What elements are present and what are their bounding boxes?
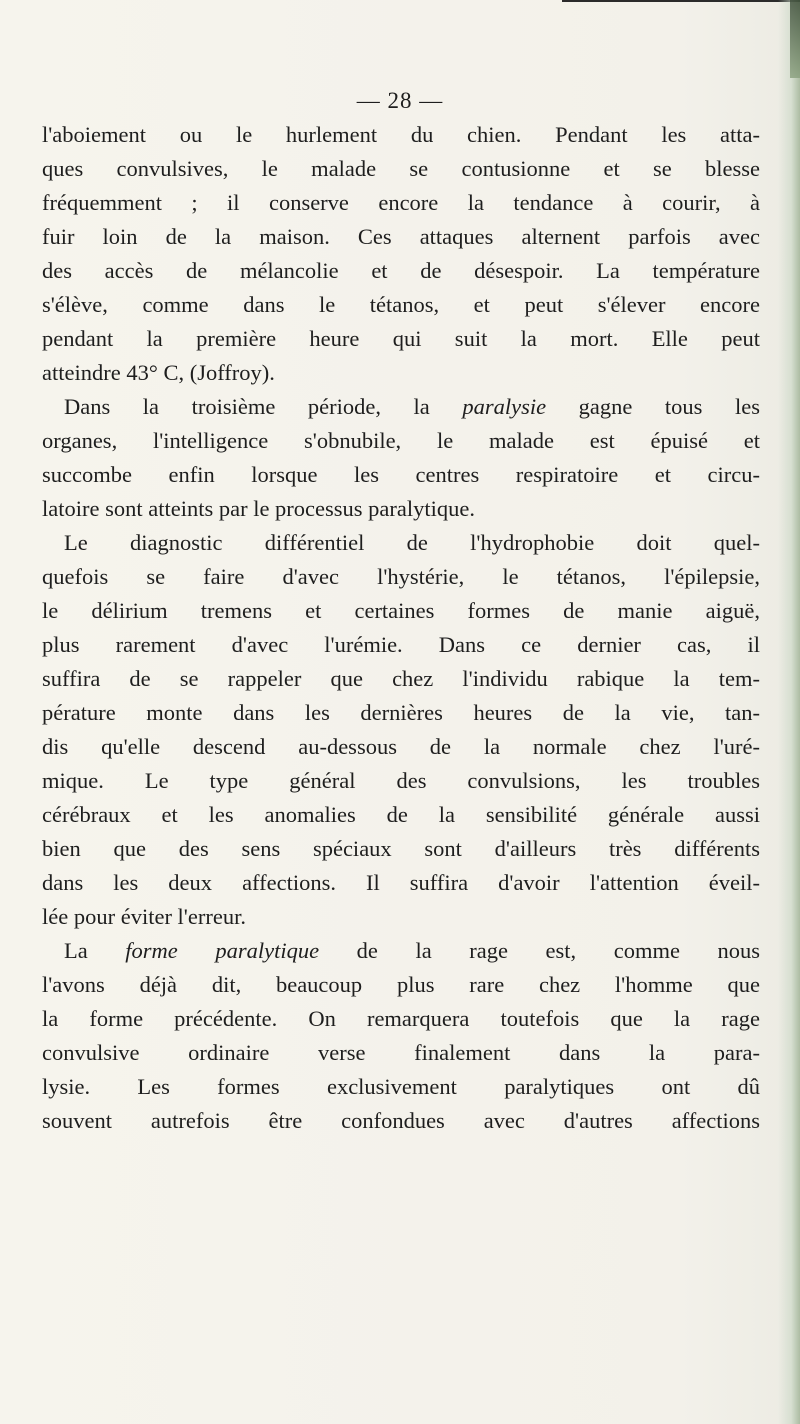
text-line: le délirium tremens et certaines formes de manie aiguë,	[42, 598, 760, 623]
text-line: Dans la troisième période, la paralysie gagne tous les	[64, 394, 760, 419]
body-text	[42, 118, 760, 1138]
text-line: Le diagnostic différentiel de l'hydrophobie doit quel-	[64, 530, 760, 555]
text-line: lysie. Les formes exclusivement paralytiques ont dû	[42, 1074, 760, 1099]
italic-term: forme paralytique	[125, 938, 320, 963]
text-line: fuir loin de la maison. Ces attaques alternent parfois avec	[42, 224, 760, 249]
text-line: s'élève, comme dans le tétanos, et peut s'élever encore	[42, 292, 760, 317]
text-line: succombe enfin lorsque les centres respiratoire et circu-	[42, 462, 760, 487]
text-line: des accès de mélancolie et de désespoir. La température	[42, 258, 760, 283]
text-line: suffira de se rappeler que chez l'individu rabique la tem-	[42, 666, 760, 691]
text-line: La forme paralytique de la rage est, comme nous	[64, 938, 760, 963]
text-line: pérature monte dans les dernières heures de la vie, tan-	[42, 700, 760, 725]
text-line: convulsive ordinaire verse finalement dans la para-	[42, 1040, 760, 1065]
text-line: bien que des sens spéciaux sont d'ailleurs très différents	[42, 836, 760, 861]
text-line: fréquemment ; il conserve encore la tendance à courir, à	[42, 190, 760, 215]
text-line: organes, l'intelligence s'obnubile, le malade est épuisé et	[42, 428, 760, 453]
text-line: dis qu'elle descend au-dessous de la normale chez l'uré-	[42, 734, 760, 759]
text-line: ques convulsives, le malade se contusionne et se blesse	[42, 156, 760, 181]
text-line: quefois se faire d'avec l'hystérie, le tétanos, l'épilepsie,	[42, 564, 760, 589]
text-line: mique. Le type général des convulsions, les troubles	[42, 768, 760, 793]
text-line: l'aboiement ou le hurlement du chien. Pendant les atta-	[42, 122, 760, 147]
text-line: cérébraux et les anomalies de la sensibilité générale aussi	[42, 802, 760, 827]
italic-term: paralysie	[462, 394, 547, 419]
text-line: l'avons déjà dit, beaucoup plus rare chez l'homme que	[42, 972, 760, 997]
text-line: latoire sont atteints par le processus paralytique.	[42, 496, 475, 521]
text-line: plus rarement d'avec l'urémie. Dans ce dernier cas, il	[42, 632, 760, 657]
text-line: dans les deux affections. Il suffira d'avoir l'attention éveil-	[42, 870, 760, 895]
page-edge-shadow	[778, 0, 800, 1424]
text-line: souvent autrefois être confondues avec d'autres affections	[42, 1108, 760, 1133]
text-line: la forme précédente. On remarquera toutefois que la rage	[42, 1006, 760, 1031]
top-rule	[562, 0, 800, 2]
text-line: lée pour éviter l'erreur.	[42, 904, 246, 929]
page-number: — 28 —	[356, 88, 444, 113]
text-line: pendant la première heure qui suit la mort. Elle peut	[42, 326, 760, 351]
corner-stain	[790, 0, 800, 78]
text-line: atteindre 43° C, (Joffroy).	[42, 360, 275, 385]
